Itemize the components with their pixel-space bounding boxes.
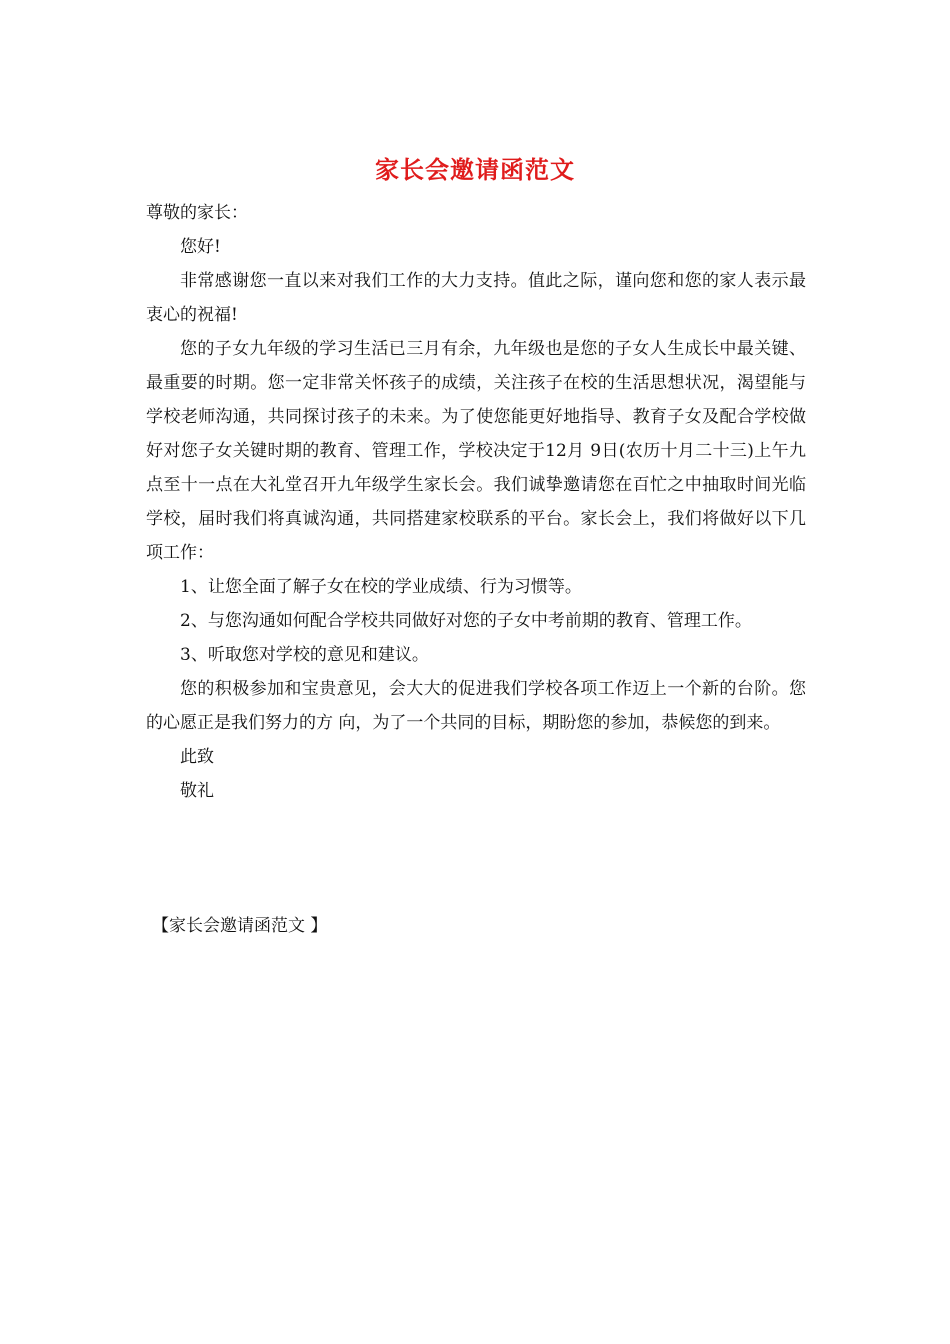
closing-line-1: 此致: [180, 747, 214, 767]
list-item-1: 1、让您全面了解子女在校的学业成绩、行为习惯等。: [180, 577, 582, 597]
document-title: 家长会邀请函范文: [375, 155, 575, 184]
list-item-3: 3、听取您对学校的意见和建议。: [180, 645, 429, 665]
paragraph-thanks: 非常感谢您一直以来对我们工作的大力支持。值此之际，谨向您和您的家人表示最衷心的祝福!: [146, 271, 806, 325]
closing-line-2: 敬礼: [180, 781, 214, 801]
document-body: [146, 196, 806, 808]
footer-title: 【家长会邀请函范文 】: [152, 916, 328, 936]
salutation: 尊敬的家长：: [146, 203, 248, 223]
greeting: 您好!: [180, 237, 221, 257]
list-item-2: 2、与您沟通如何配合学校共同做好对您的子女中考前期的教育、管理工作。: [180, 611, 752, 631]
paragraph-closing: 您的积极参加和宝贵意见，会大大的促进我们学校各项工作迈上一个新的台阶。您的心愿正是我们努力的方 向，为了一个共同的目标，期盼您的参加，恭候您的到来。: [146, 679, 806, 733]
paragraph-invitation: 您的子女九年级的学习生活已三月有余，九年级也是您的子女人生成长中最关键、最重要的时期。您一定非常关怀孩子的成绩，关注孩子在校的生活思想状况，渴望能与学校老师沟通，共同探讨孩子的未来。为了使您能更好地指导、教育子女及配合学校做好对您子女关键时期的教育、管理工作，学校决定于12月 9日(农历十月二十三)上午九点至十一点在大礼堂召开九年级学生家长会。我们诚挚邀请您在百忙之中抽取时间光临学校，届时我们将真诚沟通，共同搭建家校联系的平台。家长会上，我们将做好以下几项工作：: [146, 339, 806, 563]
